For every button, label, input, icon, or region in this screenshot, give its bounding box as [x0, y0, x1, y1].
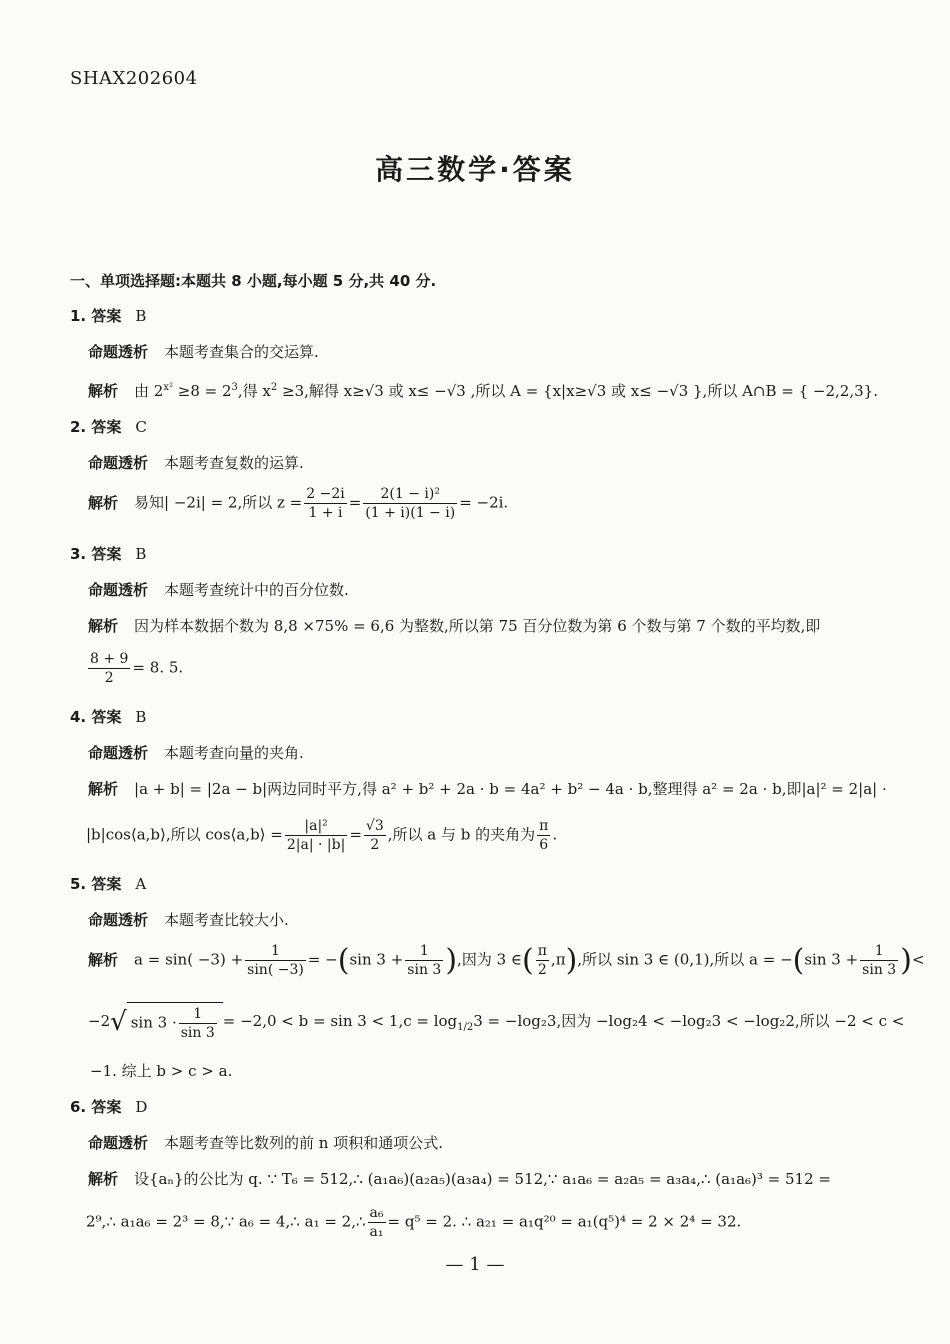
question-5-analysis-cont2: −1. 综上 b > c > a.	[90, 1062, 233, 1080]
question-2-header: 2. 答案 C	[70, 418, 147, 436]
question-1-header: 1. 答案 B	[70, 307, 147, 325]
question-2-intent: 命题透析 本题考查复数的运算.	[88, 454, 304, 472]
question-5-header: 5. 答案 A	[70, 875, 147, 893]
question-6-analysis-cont: 2⁹,∴ a₁a₆ = 2³ = 8,∵ a₆ = 4,∴ a₁ = 2,∴ $\frac{\text{a₆}}{\text{a₁}}$ = q⁵ = 2. ∴ a₂₁ = a₁q²⁰ = a₁(q⁵)⁴ = 2 × 2⁴ = 32.	[86, 1205, 742, 1240]
question-4-header: 4. 答案 B	[70, 708, 147, 726]
fraction: $\frac{\text{2(1 − i)²}}{(1 + i)(1 - i)}$	[365, 486, 456, 521]
fraction: $\frac{\pi}{2}$	[537, 943, 547, 978]
page-number: — 1 —	[445, 1254, 505, 1275]
fraction: $\frac{\text{|a|²}}{2|a| \cdot |b|}$	[286, 818, 346, 853]
fraction: $\frac{8 + 9}{2}$	[90, 651, 129, 686]
question-4-analysis-cont: |b|cos⟨a,b⟩,所以 cos⟨a,b⟩ = $\frac{\text{|a|²}}{2|a| \cdot |b|}$ = $\frac{√3}{2}$ ,所以 a 与 b 的夹角为 $\frac{\pi}{6}$ .	[86, 818, 558, 853]
answer-value: B	[135, 307, 147, 325]
question-5-analysis: 解析 a = sin( −3) + $\frac{1}{\sin( -3)}$ = −(sin 3 + $\frac{1}{\sin 3}$ ),因为 3 ∈( $\frac{\pi}{2}$ ,π),所以 sin 3 ∈ (0,1),所以 a = −(sin 3 + $\frac{1}{\sin 3}$ )<	[88, 943, 925, 978]
question-4-intent: 命题透析 本题考查向量的夹角.	[88, 744, 304, 762]
page-title: 高三数学·答案	[375, 153, 575, 186]
fraction: $\frac{1}{\sin 3}$	[407, 943, 442, 978]
question-3-analysis: 解析 因为样本数据个数为 8,8 ×75% = 6,6 为整数,所以第 75 百分位数为第 6 个数与第 7 个数的平均数,即	[88, 617, 821, 635]
fraction: $\frac{2 -2i}{1 + i}$	[306, 486, 345, 521]
section-heading: 一、单项选择题:本题共 8 小题,每小题 5 分,共 40 分.	[70, 272, 437, 290]
question-1-analysis: 解析 由 $2^{x^2} \ge 8 = 2^3$,得 $x^2 \ge 3$,解得 x≥√3 或 x≤ −√3 ,所以 A = {x|x≥√3 或 x≤ −√3 },所以 A∩B = { −2,2,3}.	[88, 382, 878, 400]
question-6-analysis: 解析 设{aₙ}的公比为 q. ∵ T₆ = 512,∴ (a₁a₆)(a₂a₅)(a₃a₄) = 512,∵ a₁a₆ = a₂a₅ = a₃a₄,∴ (a₁a₆)³ = 512 =	[88, 1170, 831, 1188]
question-4-analysis: 解析 |a + b| = |2a − b|两边同时平方,得 a² + b² + 2a · b = 4a² + b² − 4a · b,整理得 a² = 2a · b,即|a|² = 2|a| ·	[88, 780, 887, 798]
fraction: $\frac{√3}{2}$	[365, 818, 384, 853]
fraction: $\frac{1}{\sin 3}$	[862, 943, 897, 978]
question-5-intent: 命题透析 本题考查比较大小.	[88, 911, 289, 929]
question-6-intent: 命题透析 本题考查等比数列的前 n 项积和通项公式.	[88, 1134, 443, 1152]
fraction: $\frac{1}{\sin( -3)}$	[247, 943, 304, 978]
question-6-header: 6. 答案 D	[70, 1098, 148, 1116]
question-2-analysis: 解析 易知| −2i| = 2,所以 z = $\frac{2 -2i}{1 + i}$ = $\frac{\text{2(1 − i)²}}{(1 + i)(1 - i)}$ = −2i.	[88, 486, 509, 521]
question-3-analysis-cont: $\frac{8 + 9}{2}$ = 8. 5.	[90, 651, 184, 686]
question-1-intent: 命题透析 本题考查集合的交运算.	[88, 343, 319, 361]
question-3-intent: 命题透析 本题考查统计中的百分位数.	[88, 581, 349, 599]
exam-code: SHAX202604	[70, 68, 198, 89]
fraction: $\frac{\pi}{6}$	[539, 818, 549, 853]
fraction: $\frac{1}{\sin 3}$	[180, 1006, 215, 1041]
fraction: $\frac{\text{a₆}}{\text{a₁}}$	[369, 1205, 384, 1240]
question-3-header: 3. 答案 B	[70, 545, 147, 563]
question-5-analysis-cont: −2√ sin 3 · $\frac{1}{\sin 3}$ = $-2,0 < b = \sin 3 < 1,c = \log_{1/2}3 = -\log_23$,因为 −log₂4 < −log₂3 < −log₂2,所以 −2 < c <	[88, 1002, 904, 1042]
